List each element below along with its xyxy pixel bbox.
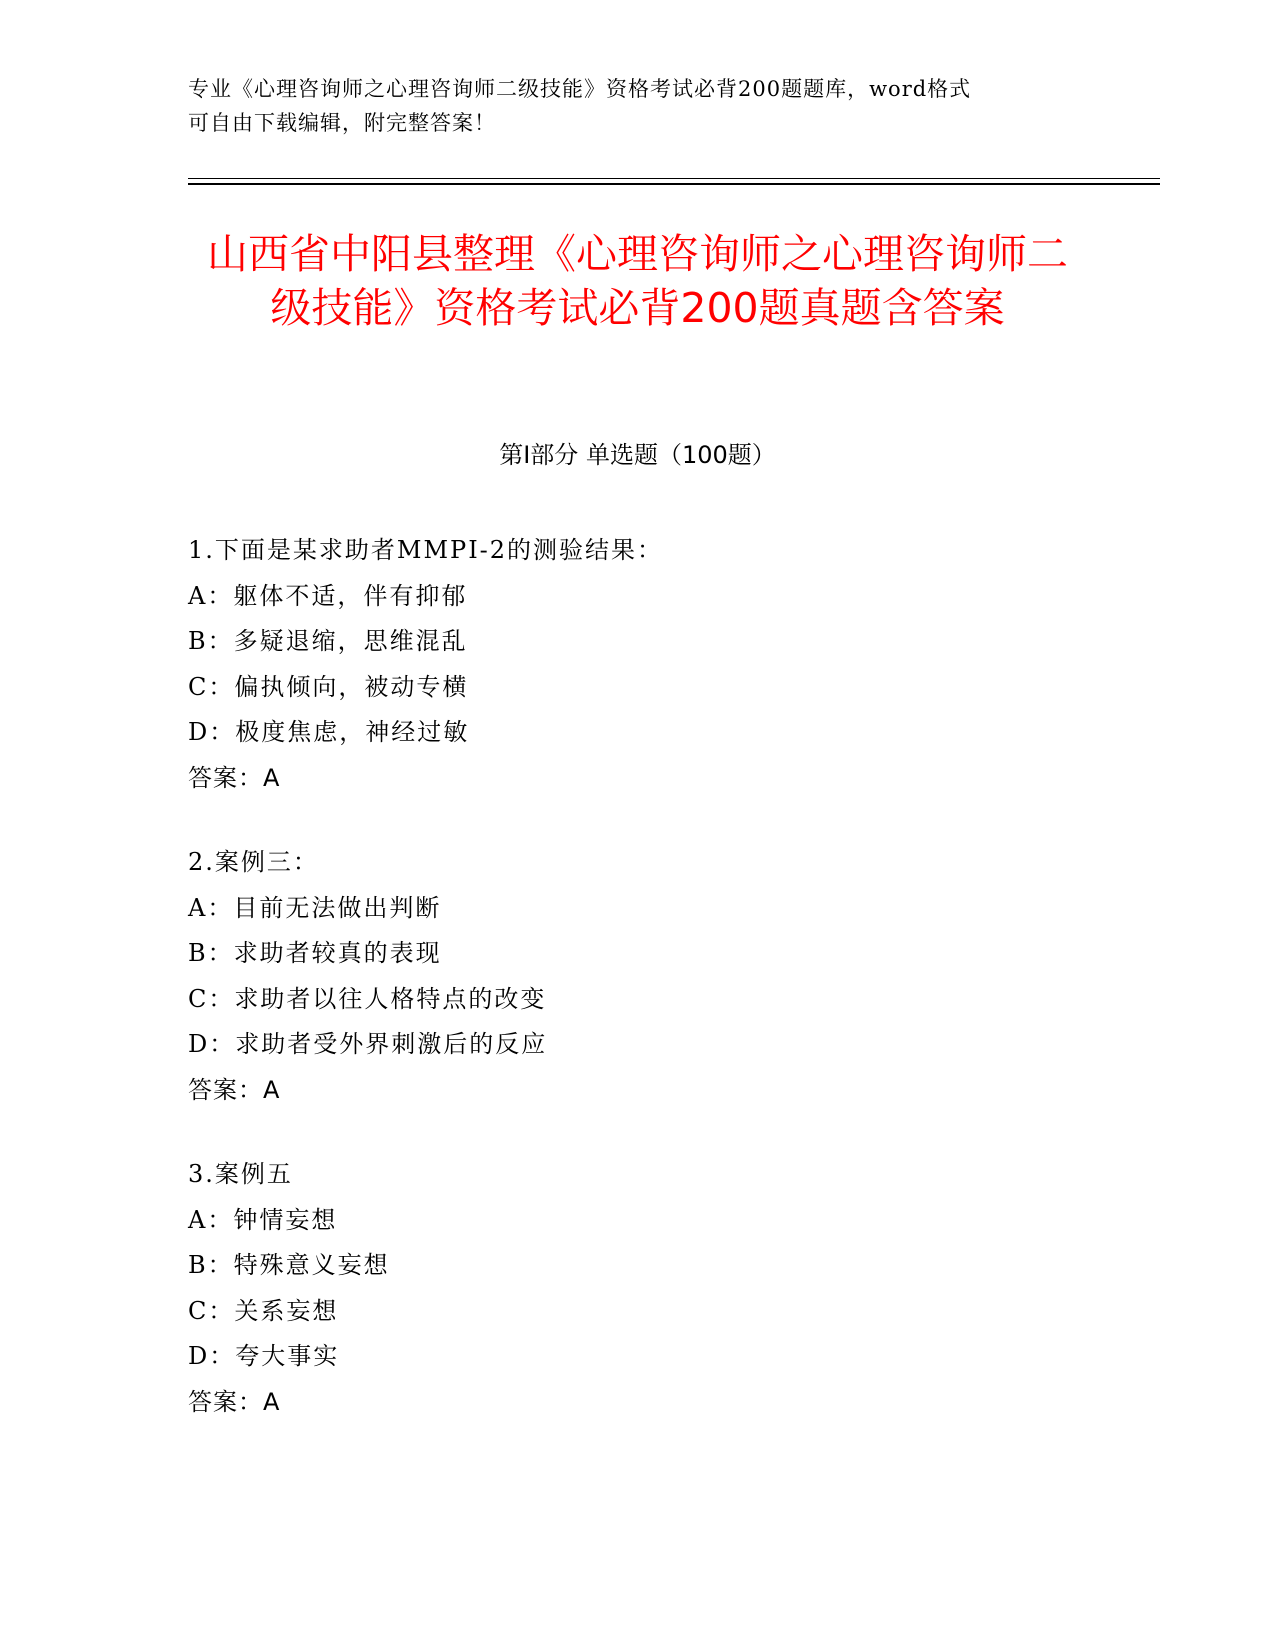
question-stem: 1.下面是某求助者MMPI-2的测验结果： (188, 536, 664, 564)
question-2 (188, 840, 1088, 1113)
option-d: D：极度焦虑，神经过敏 (188, 718, 470, 746)
answer-line: 答案：A (188, 1075, 281, 1104)
question-3 (188, 1152, 1088, 1425)
header-note-line-2: 可自由下载编辑，附完整答案！ (188, 111, 496, 135)
option-c: C：求助者以往人格特点的改变 (188, 984, 547, 1013)
document-title: 山西省中阳县整理《心理咨询师之心理咨询师二级技能》资格考试必背200题真题含答案 (207, 230, 1068, 332)
option-b: B：特殊意义妄想 (188, 1251, 390, 1279)
question-list (188, 528, 1088, 1464)
header-divider-thin (188, 178, 1160, 179)
header-divider-thick (188, 183, 1160, 185)
question-stem: 2.案例三： (188, 848, 319, 876)
question-1 (188, 528, 1088, 801)
header-note (188, 72, 1088, 140)
answer-line: 答案：A (188, 1387, 281, 1416)
option-d: D：求助者受外界刺激后的反应 (188, 1030, 548, 1058)
option-c: C：关系妄想 (188, 1296, 339, 1325)
answer-line: 答案：A (188, 763, 281, 792)
question-stem: 3.案例五 (188, 1160, 293, 1188)
header-note-line-1: 专业《心理咨询师之心理咨询师二级技能》资格考试必背200题题库，word格式 (188, 77, 972, 101)
option-b: B：求助者较真的表现 (188, 939, 442, 967)
option-d: D：夸大事实 (188, 1342, 340, 1370)
section-heading: 第Ⅰ部分 单选题（100题） (499, 441, 776, 469)
option-c: C：偏执倾向，被动专横 (188, 672, 469, 701)
option-a: A：躯体不适，伴有抑郁 (188, 581, 468, 610)
option-a: A：目前无法做出判断 (188, 893, 442, 922)
option-a: A：钟情妄想 (188, 1205, 338, 1234)
option-b: B：多疑退缩，思维混乱 (188, 627, 468, 655)
